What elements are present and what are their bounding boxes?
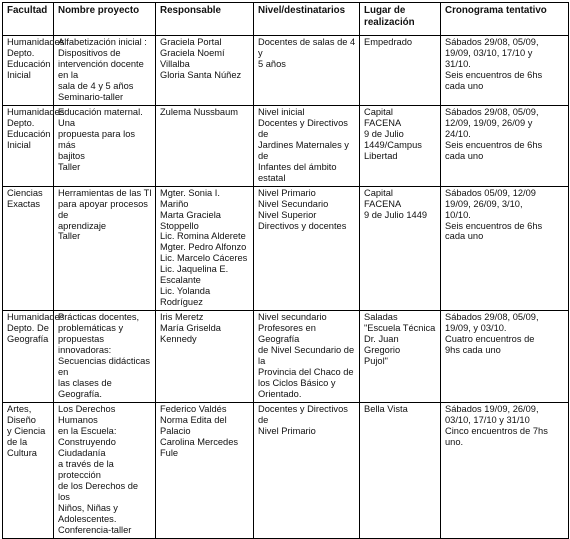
cell-text-line: 9 de Julio [364,128,404,139]
cell-text-line: Conferencia-taller [58,524,132,535]
cell-text-line: cada uno [445,231,484,242]
header-lugar-realizacion: Lugar de realización [360,3,441,36]
cell-responsable [156,105,254,186]
cell-text-line: Seis encuentros de 6hs [445,69,543,80]
table-row [3,311,569,403]
cell-lugar-realizacion [360,186,441,311]
cell-text-line: Secuencias didácticas en [58,356,150,378]
cell-text-line: Lic. Yolanda Rodríguez [160,286,211,308]
cell-text-line: Taller [58,231,81,242]
cell-text-line: cada uno [445,80,484,91]
cell-facultad [3,403,54,539]
cell-text-line: Geografía [7,334,49,345]
cell-text-line: "Escuela Técnica [364,323,436,334]
table-row [3,105,569,186]
cell-text-line: propuesta para los más [58,128,136,150]
cell-cronograma [441,311,569,403]
cell-text-line: Ciencias [7,187,43,198]
cell-text-line: Cultura [7,447,37,458]
cell-nivel-destinatarios [254,311,360,403]
schedule-table [2,2,569,539]
header-facultad: Facultad [3,3,54,36]
cell-nombre-proyecto [54,186,156,311]
cell-text-line: uno. [445,436,464,447]
cell-text-line: Nivel Primario [258,425,316,436]
cell-nombre-proyecto [54,36,156,106]
cell-text-line: Sábados 05/09, 12/09 [445,187,536,198]
cell-text-line: Capital [364,187,393,198]
cell-text-line: Capital [364,106,393,117]
cell-text-line: Los Derechos Humanos [58,404,116,425]
cell-text-line: Dr. Juan Gregorio [364,334,401,356]
header-responsable: Responsable [156,3,254,36]
cell-text-line: Construyendo Ciudadanía [58,436,116,458]
cell-nivel-destinatarios [254,36,360,106]
cell-text-line: Seis encuentros de 6hs [445,220,543,231]
cell-cronograma [441,186,569,311]
cell-text-line: Depto. [7,47,35,58]
cell-text-line: Educación maternal. Una [58,106,143,128]
cell-responsable [156,311,254,403]
cell-text-line: Educación [7,58,51,69]
cell-text-line: 9 de Julio 1449 [364,209,428,220]
cell-text-line: Graciela Noemí Villalba [160,47,225,69]
cell-text-line: Sábados 29/08, 05/09, [445,106,539,117]
cell-text-line: Cuatro encuentros de [445,334,535,345]
cell-text-line: 10/10. [445,209,471,220]
cell-text-line: Humanidades [7,106,65,117]
cell-text-line: Profesores en Geografía [258,323,316,345]
cell-text-line: Iris Meretz [160,312,204,323]
cell-text-line: a través de la protección [58,458,114,480]
cell-text-line: Depto. [7,117,35,128]
cell-text-line: Empedrado [364,37,413,47]
cell-text-line: cada uno [445,150,484,161]
cell-text-line: 19/09, 03/10, 17/10 y [445,47,533,58]
cell-text-line: Graciela Portal [160,37,222,47]
header-nivel-destinatarios: Nivel/destinatarios [254,3,360,36]
cell-text-line: Jardines Maternales y de [258,139,349,161]
cell-text-line: 19/09, 26/09, 3/10, [445,198,523,209]
cell-facultad [3,311,65,403]
cell-text-line: Provincia del Chaco de [258,367,354,378]
cell-text-line: estatal [258,172,286,183]
cell-text-line: Docentes y Directivos de [258,117,348,139]
cell-text-line: Lic. Marcelo Cáceres [160,253,248,264]
cell-facultad [3,105,65,186]
cell-text-line: Humanidades [7,37,65,47]
cell-text-line: Libertad [364,150,398,161]
cell-text-line: 31/10. [445,58,471,69]
cell-text-line: Inicial [7,139,31,150]
cell-text-line: Mgter. Pedro Alfonzo [160,242,247,253]
cell-text-line: en la Escuela: [58,425,117,436]
cell-nivel-destinatarios [254,186,360,311]
cell-text-line: 5 años [258,58,286,69]
cell-text-line: intervención docente en la [58,58,144,80]
cell-text-line: Adolescentes. [58,513,117,524]
cell-text-line: 9hs cada uno [445,345,501,356]
table-row [3,403,569,539]
cell-text-line: 19/09, y 03/10. [445,323,507,334]
cell-text-line: Sábados 29/08, 05/09, [445,37,539,47]
cell-text-line: 12/09, 19/09, 26/09 y [445,117,533,128]
cell-text-line: Humanidades [7,312,65,323]
cell-lugar-realizacion [360,403,441,539]
cell-text-line: Depto. De [7,323,49,334]
cell-text-line: Pujol" [364,356,388,367]
cell-text-line: FACENA [364,117,402,128]
cell-text-line: Gloria Santa Núñez [160,69,242,80]
cell-text-line: Herramientas de las TI [58,187,152,198]
cell-responsable [156,186,254,311]
cell-responsable [156,36,254,106]
cell-text-line: Directivos y docentes [258,220,347,231]
cell-text-line: Stoppello [160,220,199,231]
cell-nombre-proyecto [54,403,156,539]
cell-text-line: Federico Valdés [160,404,227,414]
cell-text-line: para apoyar procesos de [58,198,148,220]
cell-text-line: Artes, Diseño [7,404,36,425]
cell-text-line: Nivel Secundario [258,198,329,209]
cell-text-line: Lic. Jaquelina E. [160,264,229,275]
cell-text-line: Nivel secundario [258,312,327,323]
cell-text-line: Docentes de salas de 4 y [258,37,356,58]
cell-text-line: Carolina Mercedes [160,436,239,447]
cell-text-line: Norma Edita del [160,414,227,425]
cell-cronograma [441,403,569,539]
cell-text-line: Nivel inicial [258,106,305,117]
cell-text-line: propuestas innovadoras: [58,334,112,356]
cell-text-line: de Nivel Secundario de la [258,345,355,367]
cell-text-line: Exactas [7,198,41,209]
cell-text-line: Dispositivos de [58,47,121,58]
cell-nombre-proyecto [54,311,156,403]
cell-text-line: sala de 4 y 5 años [58,80,134,91]
cell-text-line: FACENA [364,198,402,209]
cell-text-line: Palacio [160,425,191,436]
cell-text-line: Bella Vista [364,404,408,414]
cell-text-line: Escalante [160,275,201,286]
cell-text-line: las clases de Geografía. [58,378,112,400]
header-cronograma: Cronograma tentativo [441,3,569,36]
cell-text-line: Sábados 29/08, 05/09, [445,312,539,323]
cell-cronograma [441,105,569,186]
cell-lugar-realizacion [360,311,441,403]
cell-text-line: de los Derechos de los [58,480,139,502]
cell-text-line: Marta Graciela [160,209,221,220]
cell-text-line: Taller [58,161,81,172]
cell-text-line: 03/10, 17/10 y 31/10 [445,414,530,425]
cell-text-line: Fule [160,447,179,458]
cell-text-line: problemáticas y [58,323,124,334]
cell-text-line: Orientado. [258,389,302,400]
cell-responsable [156,403,254,539]
cell-facultad [3,36,65,106]
cell-text-line: y Ciencia de la [7,425,46,447]
cell-nivel-destinatarios [254,403,360,539]
cell-text-line: Kennedy [160,334,197,345]
table-row [3,186,569,311]
cell-text-line: Educación [7,128,51,139]
cell-lugar-realizacion [360,36,441,106]
cell-lugar-realizacion [360,105,441,186]
cell-text-line: Docentes y Directivos de [258,404,348,425]
cell-text-line: Zulema Nussbaum [160,106,239,117]
cell-text-line: Seminario-taller [58,91,124,102]
cell-nombre-proyecto [54,105,156,186]
cell-facultad [3,186,54,311]
cell-text-line: María Griselda [160,323,221,334]
cell-text-line: Seis encuentros de 6hs [445,139,543,150]
cell-text-line: Lic. Romina Alderete [160,231,246,242]
cell-text-line: Niños, Niñas y [58,502,118,513]
cell-text-line: aprendizaje [58,220,107,231]
cell-text-line: 24/10. [445,128,471,139]
cell-text-line: Alfabetización inicial : [58,37,147,47]
cell-nivel-destinatarios [254,105,360,186]
table-row [3,36,569,106]
header-nombre-proyecto: Nombre proyecto [54,3,156,36]
header-row [3,3,569,36]
cell-text-line: Mgter. Sonia I. Mariño [160,187,220,209]
cell-text-line: los Ciclos Básico y [258,378,336,389]
cell-text-line: Sábados 19/09, 26/09, [445,404,539,414]
cell-text-line: Infantes del ámbito [258,161,337,172]
cell-text-line: Inicial [7,69,31,80]
cell-cronograma [441,36,569,106]
cell-text-line: 1449/Campus [364,139,422,150]
cell-text-line: bajitos [58,150,85,161]
cell-text-line: Nivel Superior [258,209,317,220]
cell-text-line: Prácticas docentes, [58,312,140,323]
cell-text-line: Cinco encuentros de 7hs [445,425,548,436]
cell-text-line: Nivel Primario [258,187,316,198]
cell-text-line: Saladas [364,312,398,323]
